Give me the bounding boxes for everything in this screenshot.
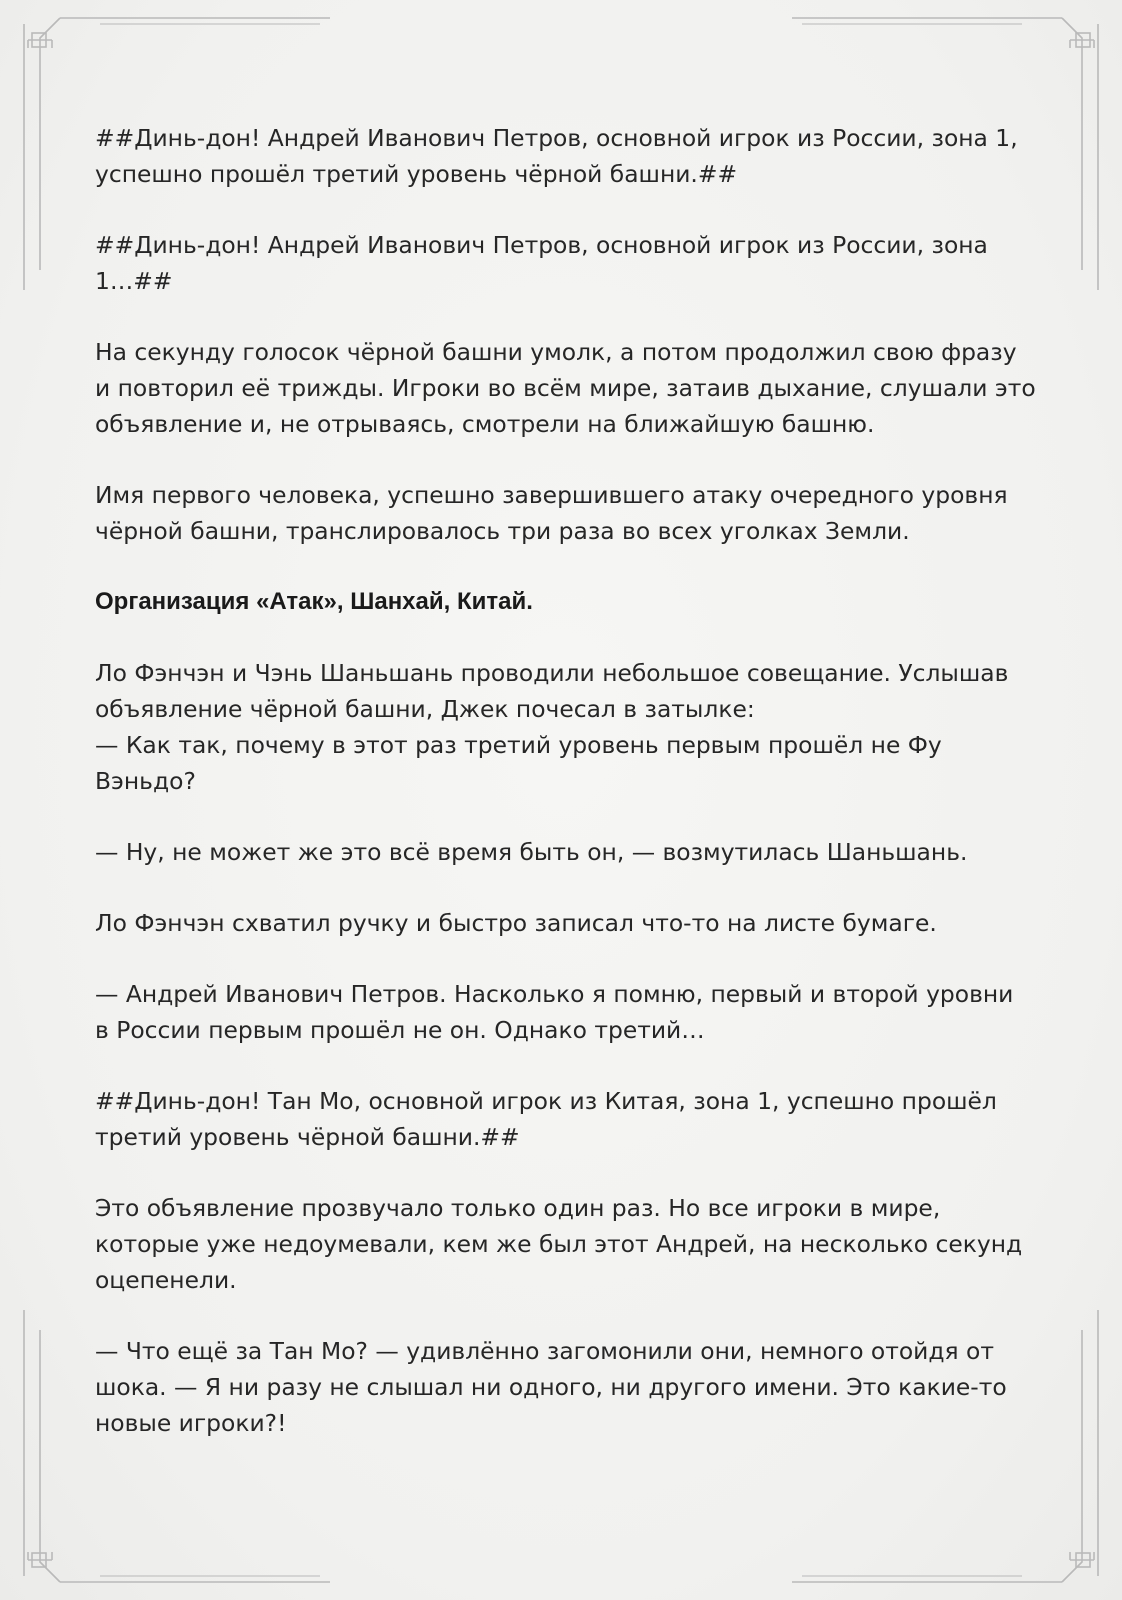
text-line: ##Динь-дон! Тан Мо, основной игрок из Китая, зона 1, успешно прошёл	[95, 1087, 997, 1115]
chapter-text	[95, 120, 1035, 1476]
text-line: На секунду голосок чёрной башни умолк, а потом продолжил свою фразу	[95, 338, 1017, 366]
text-line: в России первым прошёл не он. Однако третий…	[95, 1016, 705, 1044]
paragraph-narration-4	[95, 905, 1035, 941]
text-line: Это объявление прозвучало только один раз. Но все игроки в мире,	[95, 1194, 941, 1222]
text-line: 1…##	[95, 267, 173, 295]
paragraph-narration-3	[95, 655, 1035, 799]
text-line: Организация «Атак», Шанхай, Китай.	[95, 588, 533, 615]
paragraph-dialogue-2	[95, 976, 1035, 1048]
text-line: — Как так, почему в этот раз третий уровень первым прошёл не Фу	[95, 731, 942, 759]
text-line: Ло Фэнчэн и Чэнь Шаньшань проводили небольшое совещание. Услышав	[95, 659, 1009, 687]
text-line: Ло Фэнчэн схватил ручку и быстро записал что-то на листе бумаге.	[95, 909, 937, 937]
scene-heading	[95, 584, 1035, 620]
paragraph-announcement-1	[95, 120, 1035, 192]
paragraph-dialogue-1	[95, 834, 1035, 870]
text-line: объявление и, не отрываясь, смотрели на ближайшую башню.	[95, 410, 875, 438]
text-line: объявление чёрной башни, Джек почесал в затылке:	[95, 695, 755, 723]
paragraph-dialogue-3	[95, 1333, 1035, 1441]
text-line: шока. — Я ни разу не слышал ни одного, ни другого имени. Это какие-то	[95, 1373, 1007, 1401]
paragraph-announcement-2	[95, 227, 1035, 299]
text-line: ##Динь-дон! Андрей Иванович Петров, основной игрок из России, зона 1,	[95, 124, 1018, 152]
text-line: — Ну, не может же это всё время быть он, — возмутилась Шаньшань.	[95, 838, 968, 866]
text-line: оцепенели.	[95, 1266, 237, 1294]
text-line: новые игроки?!	[95, 1409, 287, 1437]
text-line: Вэньдо?	[95, 767, 196, 795]
text-line: — Что ещё за Тан Мо? — удивлённо загомонили они, немного отойдя от	[95, 1337, 994, 1365]
text-line: третий уровень чёрной башни.##	[95, 1123, 520, 1151]
text-line: Имя первого человека, успешно завершившего атаку очередного уровня	[95, 481, 1008, 509]
paragraph-narration-5	[95, 1190, 1035, 1298]
text-line: чёрной башни, транслировалось три раза во всех уголках Земли.	[95, 517, 910, 545]
paragraph-narration-2	[95, 477, 1035, 549]
text-line: и повторил её трижды. Игроки во всём мире, затаив дыхание, слушали это	[95, 374, 1036, 402]
text-line: — Андрей Иванович Петров. Насколько я помню, первый и второй уровни	[95, 980, 1014, 1008]
text-line: успешно прошёл третий уровень чёрной башни.##	[95, 160, 738, 188]
text-line: которые уже недоумевали, кем же был этот Андрей, на несколько секунд	[95, 1230, 1023, 1258]
text-line: ##Динь-дон! Андрей Иванович Петров, основной игрок из России, зона	[95, 231, 988, 259]
paragraph-narration-1	[95, 334, 1035, 442]
paragraph-announcement-3	[95, 1083, 1035, 1155]
